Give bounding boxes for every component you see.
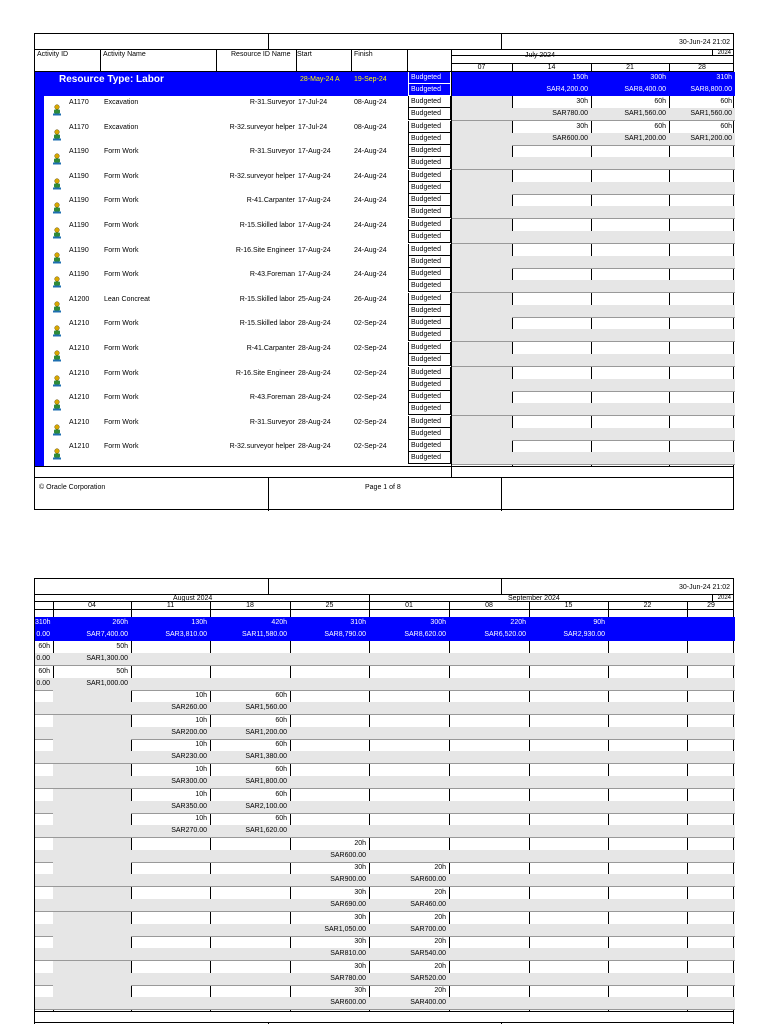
- cost-row-shade: [512, 428, 735, 440]
- start-date-cell: 25-Aug-24: [298, 295, 331, 303]
- finish-date-cell: 24-Aug-24: [354, 246, 387, 254]
- budgeted-label: Budgeted: [408, 317, 451, 329]
- budgeted-label: Budgeted: [408, 170, 451, 182]
- group-left-bar: [35, 96, 44, 466]
- resource-name-cell: R-43.Foreman: [249, 271, 295, 279]
- budgeted-label: Budgeted: [408, 293, 451, 305]
- footer-page-number: Page 1 of 8: [365, 484, 401, 491]
- resource-name-cell: R-16.Site Engineer: [235, 246, 295, 254]
- finish-date-cell: 02-Sep-24: [354, 345, 387, 352]
- budgeted-label: Budgeted: [408, 367, 451, 379]
- cost-row-shade: [512, 157, 735, 169]
- cost-value: 0.00: [36, 679, 50, 687]
- group-hours-value: 420h: [271, 619, 287, 626]
- budgeted-label: Budgeted: [408, 219, 451, 231]
- start-date-cell: 17-Aug-24: [298, 222, 331, 229]
- resource-icon: [52, 153, 62, 165]
- activity-id-cell: A1210: [69, 345, 90, 352]
- budgeted-label: Budgeted: [408, 329, 451, 341]
- activity-id-cell: A1210: [69, 418, 90, 426]
- budgeted-label: Budgeted: [408, 206, 451, 218]
- row-separator: [35, 837, 735, 838]
- group-cost-value: SAR8,790.00: [324, 631, 366, 638]
- column-resource-id-name: Resource ID Name: [231, 51, 291, 58]
- timescale-month-august: August 2024: [173, 595, 213, 602]
- cost-value: SAR690.00: [330, 901, 366, 908]
- hours-value: 10h: [195, 692, 207, 700]
- hours-value: 20h: [434, 889, 446, 896]
- cost-row-shade: [512, 206, 735, 218]
- start-date-cell: 28-Aug-24: [298, 394, 331, 402]
- budgeted-label: Budgeted: [408, 244, 451, 256]
- empty-cell-shade: [452, 96, 512, 120]
- row-separator: [35, 665, 735, 666]
- cost-value: SAR540.00: [410, 950, 446, 958]
- cost-row-shade: [35, 678, 735, 690]
- group-hours-value: 150h: [572, 74, 588, 81]
- timescale-week-label: 29: [707, 602, 715, 609]
- activity-id-cell: A1190: [69, 271, 89, 279]
- column-activity-id: Activity ID: [37, 51, 69, 58]
- hours-value: 30h: [576, 98, 588, 105]
- resource-icon: [52, 178, 62, 190]
- timescale-week-label: 11: [166, 602, 175, 609]
- group-hours-value: 90h: [593, 619, 605, 626]
- cost-value: SAR230.00: [171, 753, 207, 761]
- hours-value: 30h: [354, 889, 366, 896]
- resource-name-cell: R-16.Site Engineer: [235, 369, 295, 377]
- cost-row-shade: [512, 403, 735, 415]
- group-finish: 19-Sep-24: [354, 76, 387, 83]
- resource-name-cell: R-31.Surveyor: [249, 148, 295, 156]
- resource-name-cell: R-41.Carpanter: [246, 197, 295, 205]
- cost-row-shade: [512, 280, 735, 292]
- timescale-week-label: 22: [643, 602, 652, 609]
- cost-value: SAR1,620.00: [245, 827, 287, 835]
- hours-value: 30h: [354, 864, 366, 872]
- activity-name-cell: Form Work: [104, 394, 139, 402]
- start-date-cell: 28-Aug-24: [298, 418, 331, 426]
- cost-value: SAR260.00: [171, 704, 207, 712]
- empty-cell-shade: [53, 985, 131, 997]
- budgeted-label: Budgeted: [408, 231, 451, 243]
- activity-name-cell: Form Work: [104, 369, 139, 377]
- cost-value: SAR900.00: [330, 876, 366, 884]
- budgeted-label: Budgeted: [408, 108, 451, 120]
- cost-value: SAR1,560.00: [624, 110, 666, 117]
- timescale-week-label: 04: [88, 602, 96, 609]
- activity-id-cell: A1210: [69, 394, 90, 402]
- hours-value: 30h: [354, 938, 366, 946]
- hours-value: 60h: [720, 122, 732, 130]
- empty-cell-shade: [53, 764, 131, 776]
- cost-row-shade: [512, 305, 735, 317]
- start-date-cell: 17-Aug-24: [298, 148, 331, 156]
- group-cost-value: SAR8,800.00: [690, 86, 732, 93]
- empty-cell-shade: [452, 342, 512, 366]
- timescale-week-label: 08: [485, 602, 493, 609]
- cost-value: SAR270.00: [171, 827, 207, 835]
- column-finish: Finish: [354, 51, 373, 58]
- empty-cell-shade: [452, 367, 512, 391]
- cost-value: SAR1,560.00: [245, 704, 287, 712]
- cost-value: 0.00: [36, 655, 50, 662]
- activity-name-cell: Form Work: [104, 172, 139, 180]
- start-date-cell: 17-Aug-24: [298, 197, 331, 205]
- budgeted-label: Budgeted: [408, 379, 451, 391]
- resource-icon: [52, 276, 62, 288]
- cost-value: SAR520.00: [410, 974, 446, 982]
- group-cost-value: SAR3,810.00: [165, 631, 207, 638]
- group-cost-value: SAR7,400.00: [86, 631, 128, 638]
- resource-icon: [52, 202, 62, 214]
- activity-name-cell: Form Work: [104, 320, 139, 328]
- resource-icon: [52, 104, 62, 116]
- finish-date-cell: 02-Sep-24: [354, 418, 387, 426]
- start-date-cell: 17-Jul-24: [298, 99, 328, 106]
- cost-row-shade: [512, 182, 735, 194]
- start-date-cell: 28-Aug-24: [298, 320, 331, 328]
- group-hours-value: 310h: [35, 619, 51, 626]
- empty-cell-shade: [53, 789, 131, 801]
- finish-date-cell: 02-Sep-24: [354, 320, 387, 328]
- column-start: Start: [297, 51, 312, 58]
- start-date-cell: 28-Aug-24: [298, 443, 331, 451]
- cost-value: SAR460.00: [410, 901, 446, 908]
- empty-cell-shade: [53, 936, 131, 948]
- empty-cell-shade: [452, 194, 512, 218]
- budgeted-label: Budgeted: [408, 194, 451, 206]
- timescale-week-label: 01: [405, 602, 413, 609]
- group-hours-value: 220h: [510, 619, 526, 626]
- finish-date-cell: 02-Sep-24: [354, 394, 387, 402]
- cost-row-shade: [512, 256, 735, 268]
- resource-name-cell: R-31.Surveyor: [249, 99, 295, 106]
- cost-value: SAR600.00: [330, 851, 366, 859]
- group-cost-value: SAR6,520.00: [484, 631, 526, 638]
- cost-value: SAR1,200.00: [245, 728, 287, 736]
- cost-row-shade: [512, 231, 735, 243]
- finish-date-cell: 26-Aug-24: [354, 295, 387, 303]
- group-cost-value: SAR11,580.00: [241, 631, 287, 638]
- start-date-cell: 17-Jul-24: [298, 123, 328, 131]
- budgeted-label: Budgeted: [408, 391, 451, 403]
- cost-value: SAR1,000.00: [86, 679, 128, 687]
- resource-icon: [52, 227, 62, 239]
- empty-cell-shade: [452, 244, 512, 268]
- activity-name-cell: Form Work: [104, 418, 139, 426]
- resource-name-cell: R-32.surveyor helper: [229, 172, 295, 180]
- resource-icon: [52, 325, 62, 337]
- resource-icon: [52, 424, 62, 436]
- activity-id-cell: A1190: [69, 172, 89, 180]
- resource-name-cell: R-15.Skilled labor: [239, 222, 295, 229]
- hours-value: 60h: [654, 98, 666, 105]
- budgeted-label: Budgeted: [408, 452, 451, 464]
- resource-icon: [52, 301, 62, 313]
- cost-value: SAR1,050.00: [324, 925, 366, 933]
- empty-cell-shade: [452, 219, 512, 243]
- cost-value: SAR700.00: [410, 925, 446, 933]
- activity-id-cell: A1170: [69, 123, 89, 131]
- activity-id-cell: A1190: [69, 148, 89, 156]
- cost-value: SAR1,200.00: [624, 134, 666, 142]
- resource-icon: [52, 252, 62, 264]
- column-activity-name: Activity Name: [103, 51, 146, 58]
- finish-date-cell: 24-Aug-24: [354, 222, 387, 229]
- cost-value: SAR400.00: [410, 999, 446, 1007]
- hours-value: 30h: [354, 987, 366, 995]
- hours-value: 20h: [434, 938, 446, 946]
- cost-row-shade: [512, 452, 735, 464]
- resource-icon: [52, 399, 62, 411]
- hours-value: 60h: [275, 741, 287, 749]
- resource-name-cell: R-41.Carpanter: [246, 345, 295, 352]
- hours-value: 10h: [195, 716, 207, 724]
- resource-icon: [52, 375, 62, 387]
- budgeted-label: Budgeted: [408, 416, 451, 428]
- empty-cell-shade: [53, 813, 131, 825]
- resource-icon: [52, 448, 62, 460]
- activity-name-cell: Lean Concreat: [104, 295, 150, 303]
- budgeted-label: Budgeted: [408, 280, 451, 292]
- cost-row-shade: [35, 850, 735, 862]
- hours-value: 10h: [195, 741, 207, 749]
- activity-name-cell: Form Work: [104, 246, 139, 254]
- timescale-week-label: 28: [698, 64, 706, 71]
- group-title: Resource Type: Labor: [59, 74, 164, 85]
- activity-name-cell: Form Work: [104, 222, 139, 229]
- cost-value: SAR600.00: [552, 134, 588, 142]
- hours-value: 20h: [434, 987, 446, 995]
- resource-name-cell: R-32.surveyor helper: [229, 123, 295, 131]
- budgeted-label: Budgeted: [408, 182, 451, 194]
- empty-cell-shade: [452, 121, 512, 145]
- start-date-cell: 17-Aug-24: [298, 246, 331, 254]
- group-cost-value: SAR4,200.00: [546, 86, 588, 93]
- activity-id-cell: A1210: [69, 320, 90, 328]
- activity-name-cell: Excavation: [104, 123, 139, 131]
- cost-value: SAR300.00: [171, 778, 207, 785]
- group-hours-value: 260h: [112, 619, 128, 626]
- report-page-2: [34, 578, 734, 1024]
- budgeted-label: Budgeted: [408, 133, 451, 145]
- finish-date-cell: 02-Sep-24: [354, 443, 387, 451]
- budgeted-label: Budgeted: [408, 342, 451, 354]
- start-date-cell: 28-Aug-24: [298, 345, 331, 352]
- group-start: 28-May-24 A: [300, 76, 340, 83]
- timescale-year-tag: 2024: [717, 50, 731, 56]
- hours-value: 60h: [720, 98, 732, 105]
- empty-cell-shade: [452, 170, 512, 194]
- finish-date-cell: 24-Aug-24: [354, 172, 387, 180]
- budgeted-label: Budgeted: [408, 268, 451, 280]
- hours-value: 60h: [275, 766, 287, 773]
- cost-value: SAR1,200.00: [690, 134, 732, 142]
- activity-id-cell: A1210: [69, 369, 90, 377]
- group-cost-value: SAR8,620.00: [404, 631, 446, 638]
- resource-icon: [52, 129, 62, 141]
- budgeted-label: Budgeted: [408, 157, 451, 169]
- cost-row-shade: [512, 379, 735, 391]
- cost-row-shade: [512, 354, 735, 366]
- finish-date-cell: 08-Aug-24: [354, 99, 387, 106]
- report-timestamp-p2: 30-Jun-24 21:02: [679, 584, 730, 591]
- cost-value: SAR600.00: [410, 876, 446, 884]
- start-date-cell: 17-Aug-24: [298, 172, 331, 180]
- timescale-month-july: July 2024: [525, 52, 555, 59]
- activity-name-cell: Form Work: [104, 443, 139, 451]
- activity-id-cell: A1190: [69, 246, 89, 254]
- group-band-week07: [452, 72, 512, 96]
- hours-value: 10h: [195, 790, 207, 798]
- timescale-week-label: 14: [547, 64, 556, 71]
- hours-value: 60h: [275, 815, 287, 823]
- hours-value: 60h: [275, 716, 287, 724]
- group-hours-value: 310h: [350, 619, 366, 626]
- activity-name-cell: Form Work: [104, 345, 139, 352]
- empty-cell-shade: [452, 145, 512, 169]
- empty-cell-shade: [452, 268, 512, 292]
- empty-cell-shade: [53, 961, 131, 973]
- group-hours-value: 310h: [716, 74, 732, 81]
- budgeted-label: Budgeted: [408, 305, 451, 317]
- group-hours-value: 130h: [191, 619, 207, 626]
- resource-name-cell: R-32.surveyor helper: [229, 443, 295, 451]
- hours-value: 30h: [354, 913, 366, 921]
- budgeted-label: Budgeted: [408, 96, 451, 108]
- timescale-year-tag-p2: 2024: [717, 595, 731, 601]
- timescale-week-label: 25: [325, 602, 334, 609]
- cost-value: SAR200.00: [171, 728, 207, 736]
- empty-cell-shade: [53, 912, 131, 924]
- cost-value: SAR780.00: [552, 110, 588, 117]
- empty-cell-shade: [53, 862, 131, 874]
- cost-row-shade: [512, 329, 735, 341]
- empty-cell-shade: [452, 391, 512, 415]
- activity-name-cell: Excavation: [104, 99, 139, 106]
- empty-cell-shade: [452, 317, 512, 341]
- start-date-cell: 17-Aug-24: [298, 271, 331, 279]
- activity-name-cell: Form Work: [104, 148, 139, 156]
- timescale-week-label: 07: [477, 64, 486, 71]
- budgeted-label: Budgeted: [408, 145, 451, 157]
- cost-value: SAR1,800.00: [245, 778, 287, 785]
- hours-value: 60h: [275, 692, 287, 700]
- group-cost-value: SAR8,400.00: [624, 86, 666, 93]
- resource-icon: [52, 350, 62, 362]
- timescale-week-label: 18: [246, 602, 254, 609]
- report-page-1: [34, 33, 734, 510]
- group-hours-value: 300h: [650, 74, 666, 81]
- finish-date-cell: 02-Sep-24: [354, 369, 387, 377]
- hours-value: 60h: [38, 643, 50, 650]
- report-timestamp: 30-Jun-24 21:02: [679, 39, 730, 46]
- budgeted-label: Budgeted: [408, 440, 451, 452]
- activity-id-cell: A1170: [69, 99, 89, 106]
- timescale-month-september: September 2024: [508, 595, 560, 602]
- empty-cell-shade: [53, 739, 131, 751]
- group-cost-value: 0.00: [36, 631, 50, 638]
- budgeted-label: Budgeted: [408, 354, 451, 366]
- cost-value: SAR780.00: [330, 974, 366, 982]
- hours-value: 20h: [434, 913, 446, 921]
- empty-cell-shade: [452, 416, 512, 440]
- resource-name-cell: R-31.Surveyor: [249, 418, 295, 426]
- hours-value: 10h: [195, 766, 207, 773]
- activity-name-cell: Form Work: [104, 271, 139, 279]
- empty-cell-shade: [452, 293, 512, 317]
- budgeted-label: Budgeted: [408, 428, 451, 440]
- finish-date-cell: 24-Aug-24: [354, 197, 387, 205]
- cost-value: SAR2,100.00: [245, 802, 287, 810]
- finish-date-cell: 08-Aug-24: [354, 123, 387, 131]
- hours-value: 50h: [116, 643, 128, 650]
- hours-value: 30h: [354, 962, 366, 970]
- hours-value: 20h: [354, 839, 366, 847]
- cost-row-shade: [35, 653, 735, 665]
- footer-company: © Oracle Corporation: [39, 484, 106, 491]
- budgeted-label: Budgeted: [408, 256, 451, 268]
- timescale-week-label: 21: [626, 64, 634, 71]
- group-cost-value: SAR2,930.00: [563, 631, 605, 638]
- hours-value: 50h: [116, 667, 128, 675]
- group-budgeted-label: Budgeted: [408, 84, 451, 96]
- cost-value: SAR1,380.00: [245, 753, 287, 761]
- empty-cell-shade: [452, 440, 512, 464]
- group-hours-value: 300h: [430, 619, 446, 626]
- group-budgeted-label: Budgeted: [408, 72, 451, 84]
- timescale-week-label: 15: [564, 602, 573, 609]
- cost-value: SAR1,300.00: [86, 655, 128, 662]
- hours-value: 60h: [275, 790, 287, 798]
- resource-name-cell: R-43.Foreman: [249, 394, 295, 402]
- cost-value: SAR1,560.00: [690, 110, 732, 117]
- empty-cell-shade: [53, 887, 131, 899]
- finish-date-cell: 24-Aug-24: [354, 148, 387, 156]
- activity-name-cell: Form Work: [104, 197, 139, 205]
- activity-id-cell: A1210: [69, 443, 90, 451]
- empty-cell-shade: [53, 838, 131, 850]
- activity-id-cell: A1200: [69, 295, 90, 303]
- cost-value: SAR810.00: [330, 950, 366, 958]
- start-date-cell: 28-Aug-24: [298, 369, 331, 377]
- activity-id-cell: A1190: [69, 197, 89, 205]
- budgeted-label: Budgeted: [408, 403, 451, 415]
- resource-name-cell: R-15.Skilled labor: [239, 320, 295, 328]
- budgeted-label: Budgeted: [408, 121, 451, 133]
- finish-date-cell: 24-Aug-24: [354, 271, 387, 279]
- hours-value: 60h: [38, 667, 50, 675]
- cost-value: SAR600.00: [330, 999, 366, 1007]
- hours-value: 60h: [654, 122, 666, 130]
- hours-value: 20h: [434, 962, 446, 970]
- empty-cell-shade: [53, 715, 131, 727]
- hours-value: 10h: [195, 815, 207, 823]
- hours-value: 30h: [576, 122, 588, 130]
- empty-cell-shade: [53, 690, 131, 702]
- activity-id-cell: A1190: [69, 222, 89, 229]
- hours-value: 20h: [434, 864, 446, 872]
- cost-value: SAR350.00: [171, 802, 207, 810]
- resource-name-cell: R-15.Skilled labor: [239, 295, 295, 303]
